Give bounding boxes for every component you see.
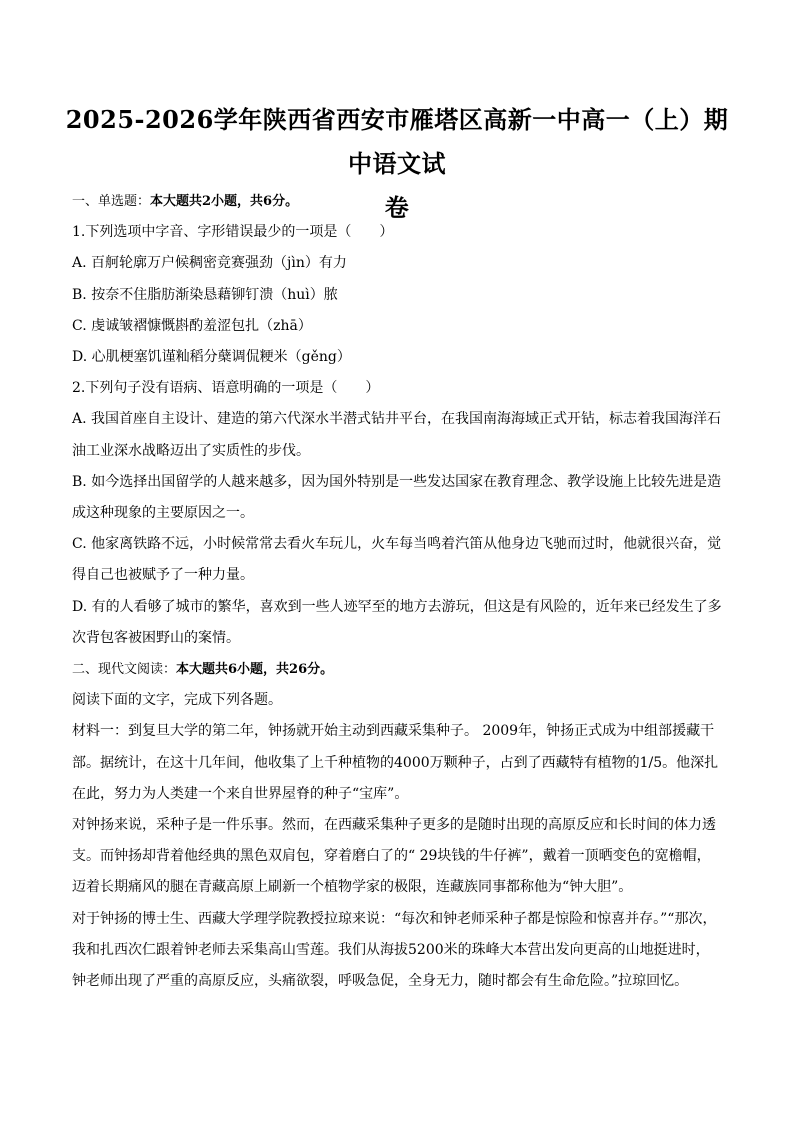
question-1-option-d: D. 心肌梗塞饥谨籼稻分蘖调侃粳米（gěng） (72, 349, 351, 366)
exam-content (72, 186, 722, 997)
reading-paragraph-1: 材料一：到复旦大学的第二年，钟扬就开始主动到西藏采集种子。 2009年，钟扬正式成为中组部援藏干部。据统计，在这十几年间，他收集了上千种植物的4000万颗种子，占到了西藏特有植物的1/5。他深扎在此，努力为人类建一个来自世界屋脊的种子“宝库”。 (72, 723, 719, 802)
reading-intro: 阅读下面的文字，完成下列各题。 (72, 692, 282, 709)
question-1-option-b: B. 按奈不住脂肪渐染恳藉铆钉溃（huì）脓 (72, 286, 338, 303)
question-2-option-d: D. 有的人看够了城市的繁华，喜欢到一些人迹罕至的地方去游玩，但这是有风险的，近年来已经发生了多次背包客被困野山的案情。 (72, 598, 722, 646)
section-heading-prefix: 二、现代文阅读： (72, 662, 177, 678)
exam-title-line-2: 卷 (384, 193, 410, 222)
question-1-stem: 1.下列选项中字音、字形错误最少的一项是（ ） (72, 224, 394, 241)
question-2-stem: 2.下列句子没有语病、语意明确的一项是（ ） (72, 380, 380, 397)
section-heading-single-choice (72, 186, 722, 217)
section-heading-prefix: 一、单选题： (72, 194, 151, 209)
question-1-option-a: A. 百舸轮廓万户候稠密竞赛强劲（jìn）有力 (72, 255, 347, 272)
question-2-option-c: C. 他家离铁路不远，小时候常常去看火车玩儿，火车每当鸣着汽笛从他身边飞驰而过时，他就很兴奋，觉得自己也被赋予了一种力量。 (72, 536, 722, 584)
question-2-option-a: A. 我国首座自主设计、建造的第六代深水半潜式钻井平台，在我国南海海域正式开钻，标志着我国海洋石油工业深水战略迈出了实质性的步伐。 (72, 411, 722, 459)
section-heading-detail: 本大题共2小题，共6分。 (150, 194, 299, 209)
reading-paragraph-2: 对钟扬来说，采种子是一件乐事。然而，在西藏采集种子更多的是随时出现的高原反应和长时间的体力透支。而钟扬却背着他经典的黑色双肩包，穿着磨白了的“ 29块钱的牛仔裤”，戴着一顶晒变色的宽檐帽，迈着长期痛风的腿在青藏高原上刷新一个植物学家的极限，连藏族同事都称他为“钟大胆”。 (72, 817, 716, 896)
section-heading-reading (72, 654, 722, 685)
section-heading-detail: 本大题共6小题，共26分。 (176, 662, 334, 678)
exam-title-line-1: 2025-2026学年陕西省西安市雁塔区高新一中高一（上）期中语文试 (65, 105, 729, 178)
reading-paragraph-3: 对于钟扬的博士生、西藏大学理学院教授拉琼来说：“每次和钟老师采种子都是惊险和惊喜并存。”“那次，我和扎西次仁跟着钟老师去采集高山雪莲。我们从海拔5200米的珠峰大本营出发向更高的山地挺进时，钟老师出现了严重的高原反应，头痛欲裂，呼吸急促，全身无力，随时都会有生命危险。”拉琼回忆。 (72, 910, 717, 990)
question-2-option-b: B. 如今选择出国留学的人越来越多，因为国外特别是一些发达国家在教育理念、教学设施上比较先进是造成这种现象的主要原因之一。 (72, 473, 722, 522)
question-1-option-c: C. 虔诚皱褶慷慨斟酌羞涩包扎（zhā） (72, 317, 312, 334)
